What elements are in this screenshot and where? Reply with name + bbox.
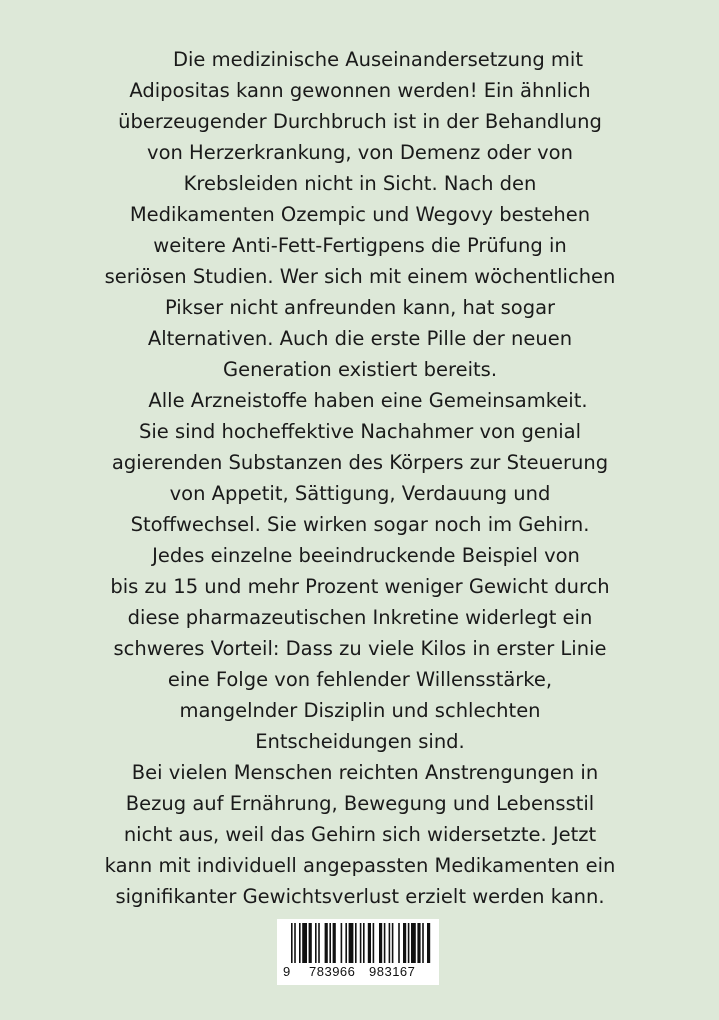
text-line: seriösen Studien. Wer sich mit einem wöchentlichen [104, 265, 616, 288]
text-line: eine Folge von fehlender Willensstärke, [167, 668, 553, 691]
barcode-bar [309, 923, 312, 963]
barcode-bar [325, 923, 328, 963]
text-line: Bei vielen Menschen reichten Anstrengungen in [131, 761, 599, 784]
barcode-bar [417, 923, 420, 963]
barcode-bar [403, 923, 406, 963]
barcode-bar [360, 923, 362, 963]
text-line: Medikamenten Ozempic und Wegovy bestehen [129, 203, 591, 226]
barcode-bar [368, 923, 371, 963]
text-line: Krebsleiden nicht in Sicht. Nach den [183, 172, 537, 195]
text-line: Alle Arzneistoffe haben eine Gemeinsamkeit. [148, 389, 588, 412]
text-line: überzeugender Durchbruch ist in der Behandlung [118, 110, 602, 133]
text-line: Alternativen. Auch die erste Pille der neuen [147, 327, 573, 350]
text-line: schweres Vorteil: Dass zu viele Kilos in erster Linie [113, 637, 607, 660]
barcode-bar [302, 923, 307, 963]
barcode-bar [373, 923, 375, 963]
text-line: von Appetit, Sättigung, Verdauung und [169, 482, 551, 505]
barcode-bar [318, 923, 320, 963]
text-line: diese pharmazeutischen Inkretine widerlegt ein [127, 606, 593, 629]
barcode-bar [427, 923, 430, 963]
barcode-bar [392, 923, 394, 963]
barcode-bar [355, 923, 357, 963]
text-line: agierenden Substanzen des Körpers zur Steuerung [111, 451, 609, 474]
barcode-bar [345, 923, 347, 963]
barcode-bar [315, 923, 317, 963]
text-line: mangelnder Disziplin und schlechten [179, 699, 541, 722]
barcode-bar [411, 923, 416, 963]
barcode-bar [408, 923, 410, 963]
barcode-bar [299, 923, 301, 963]
barcode-bar [389, 923, 391, 963]
barcode-bar [422, 923, 424, 963]
barcode-digit-group-2: 983167 [369, 964, 416, 979]
barcode-digit-group-1: 783966 [309, 964, 356, 979]
text-line: Entscheidungen sind. [255, 730, 465, 753]
text-line: nicht aus, weil das Gehirn sich widersetzte. Jetzt [123, 823, 597, 846]
text-line: Sie sind hocheffektive Nachahmer von genial [138, 420, 582, 443]
isbn-barcode [277, 919, 439, 985]
text-line: bis zu 15 und mehr Prozent weniger Gewicht durch [110, 575, 610, 598]
text-line: Bezug auf Ernährung, Bewegung und Lebensstil [125, 792, 595, 815]
text-line: Adipositas kann gewonnen werden! Ein ähnlich [129, 79, 591, 102]
barcode-bar [341, 923, 343, 963]
text-line: kann mit individuell angepassten Medikamenten ein [104, 854, 616, 877]
barcode-bar [349, 923, 354, 963]
barcode-bar [379, 923, 382, 963]
text-line: Generation existiert bereits. [222, 358, 498, 381]
text-line: signifikanter Gewichtsverlust erzielt werden kann. [115, 885, 605, 908]
back-cover-text [60, 44, 660, 912]
text-line: weitere Anti-Fett-Fertigpens die Prüfung in [153, 234, 567, 257]
barcode-bar [329, 923, 331, 963]
text-line: Die medizinische Auseinandersetzung mit [172, 48, 583, 71]
barcode-bar [384, 923, 386, 963]
barcode-bar [333, 923, 336, 963]
barcode-bars [277, 919, 439, 969]
barcode-bar [294, 923, 296, 963]
text-line: von Herzerkrankung, von Demenz oder von [147, 141, 573, 164]
text-line: Jedes einzelne beeindruckende Beispiel von [152, 544, 580, 567]
text-line: Stoffwechsel. Sie wirken sogar noch im Gehirn. [130, 513, 590, 536]
barcode-digit-first: 9 [283, 964, 291, 979]
barcode-bar [398, 923, 400, 963]
text-line: Pikser nicht anfreunden kann, hat sogar [164, 296, 556, 319]
barcode-bar [291, 923, 293, 963]
barcode-bar [363, 923, 365, 963]
